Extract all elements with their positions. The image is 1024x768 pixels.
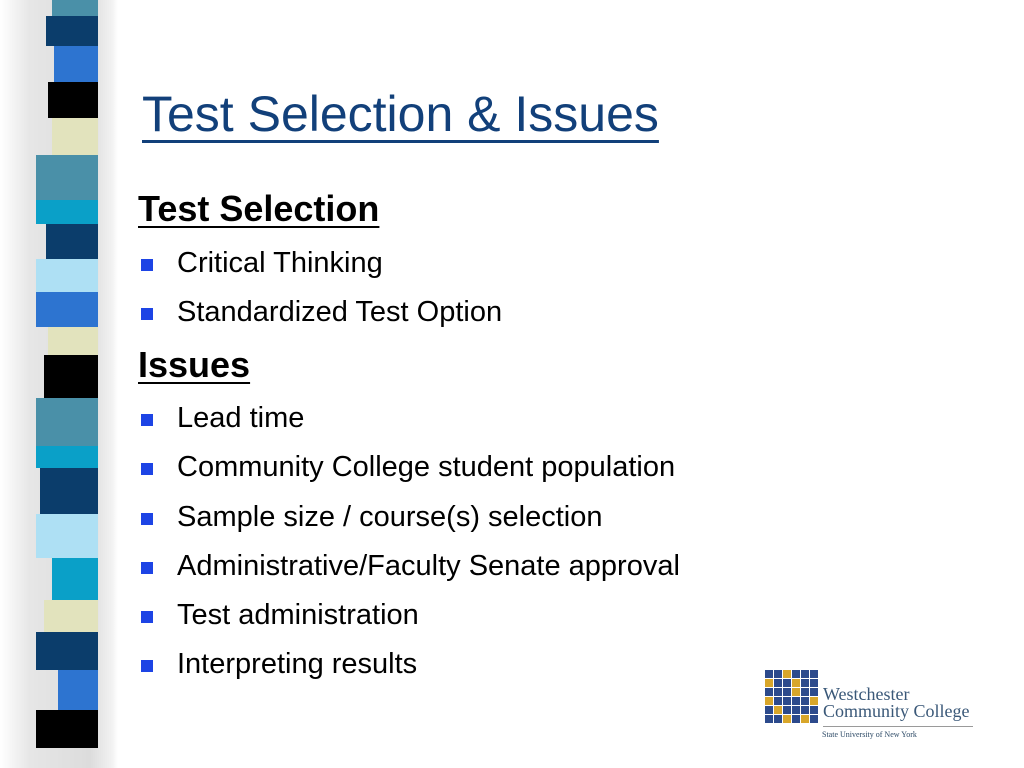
square-bullet-icon	[141, 463, 153, 475]
stripe-band	[36, 200, 98, 224]
logo-grid-cell	[774, 715, 782, 723]
logo-grid-cell	[774, 688, 782, 696]
logo-divider	[823, 726, 973, 727]
stripe-band	[36, 632, 98, 670]
logo-grid-cell	[801, 679, 809, 687]
logo-grid-cell	[765, 670, 773, 678]
stripe-band	[36, 710, 98, 748]
bullet-text: Interpreting results	[177, 648, 418, 681]
logo-grid-cell	[801, 715, 809, 723]
bullet-item	[138, 288, 502, 337]
stripe-band	[36, 398, 98, 446]
square-bullet-icon	[141, 259, 153, 271]
logo-grid-cell	[801, 670, 809, 678]
stripe-band	[58, 670, 98, 710]
logo-grid-icon	[765, 670, 819, 724]
logo-name-line-1: Westchester	[823, 684, 910, 704]
stripe-band	[52, 0, 98, 16]
logo-grid-cell	[774, 706, 782, 714]
bullet-list-test-selection	[138, 239, 502, 338]
bullet-item	[138, 394, 680, 443]
section-heading-issues: Issues	[138, 344, 251, 385]
logo-grid-cell	[783, 697, 791, 705]
stripe-band	[36, 292, 98, 327]
stripe-band	[36, 259, 98, 292]
logo-grid-cell	[765, 706, 773, 714]
square-bullet-icon	[141, 308, 153, 320]
stripe-band	[48, 327, 98, 355]
logo-grid-cell	[810, 706, 818, 714]
bullet-item	[138, 239, 502, 288]
logo-grid-cell	[765, 697, 773, 705]
stripe-band	[44, 355, 98, 398]
logo-grid-cell	[792, 715, 800, 723]
bullet-item	[138, 443, 680, 492]
bullet-item	[138, 542, 680, 591]
stripe-band	[54, 46, 98, 82]
logo-grid-cell	[792, 697, 800, 705]
slide-title: Test Selection & Issues	[142, 86, 659, 142]
logo-grid-cell	[774, 697, 782, 705]
bullet-item	[138, 640, 680, 689]
logo-grid-cell	[810, 670, 818, 678]
stripe-band	[46, 16, 98, 46]
bullet-text: Lead time	[177, 402, 305, 434]
bullet-text: Standardized Test Option	[177, 296, 503, 329]
logo-grid-cell	[792, 706, 800, 714]
logo-grid-cell	[774, 679, 782, 687]
stripe-band	[44, 600, 98, 632]
bullet-text: Test administration	[177, 599, 419, 632]
logo-grid-cell	[783, 688, 791, 696]
bullet-list-issues	[138, 394, 680, 690]
college-logo	[765, 670, 985, 750]
logo-grid-cell	[783, 679, 791, 687]
logo-name	[823, 686, 970, 720]
logo-grid-cell	[783, 715, 791, 723]
stripe-band	[52, 118, 98, 155]
logo-tagline: State University of New York	[822, 730, 917, 739]
logo-grid-cell	[765, 715, 773, 723]
section-heading-test-selection: Test Selection	[138, 188, 380, 229]
logo-grid-cell	[765, 679, 773, 687]
logo-grid-cell	[783, 706, 791, 714]
logo-grid-cell	[774, 670, 782, 678]
bullet-item	[138, 493, 680, 542]
bullet-text: Community College student population	[177, 451, 676, 484]
logo-grid-cell	[801, 706, 809, 714]
bullet-text: Administrative/Faculty Senate approval	[177, 549, 680, 582]
logo-grid-cell	[792, 679, 800, 687]
logo-name-line-2: Community College	[823, 701, 970, 721]
logo-grid-cell	[792, 670, 800, 678]
square-bullet-icon	[141, 611, 153, 623]
stripe-band	[36, 514, 98, 558]
bullet-text: Sample size / course(s) selection	[177, 500, 603, 533]
stripe-band	[36, 155, 98, 200]
logo-grid-cell	[801, 688, 809, 696]
logo-grid-cell	[792, 688, 800, 696]
square-bullet-icon	[141, 660, 153, 672]
logo-grid-cell	[810, 697, 818, 705]
logo-grid-cell	[810, 679, 818, 687]
stripe-band	[40, 468, 98, 514]
logo-grid-cell	[801, 697, 809, 705]
square-bullet-icon	[141, 414, 153, 426]
decorative-stripe	[36, 0, 98, 768]
logo-grid-cell	[765, 688, 773, 696]
bullet-item	[138, 591, 680, 640]
stripe-band	[36, 446, 98, 468]
stripe-band	[46, 224, 98, 259]
logo-grid-cell	[810, 715, 818, 723]
stripe-band	[48, 82, 98, 118]
square-bullet-icon	[141, 562, 153, 574]
bullet-text: Critical Thinking	[177, 247, 383, 279]
logo-grid-cell	[810, 688, 818, 696]
logo-grid-cell	[783, 670, 791, 678]
square-bullet-icon	[141, 513, 153, 525]
stripe-band	[52, 558, 98, 600]
